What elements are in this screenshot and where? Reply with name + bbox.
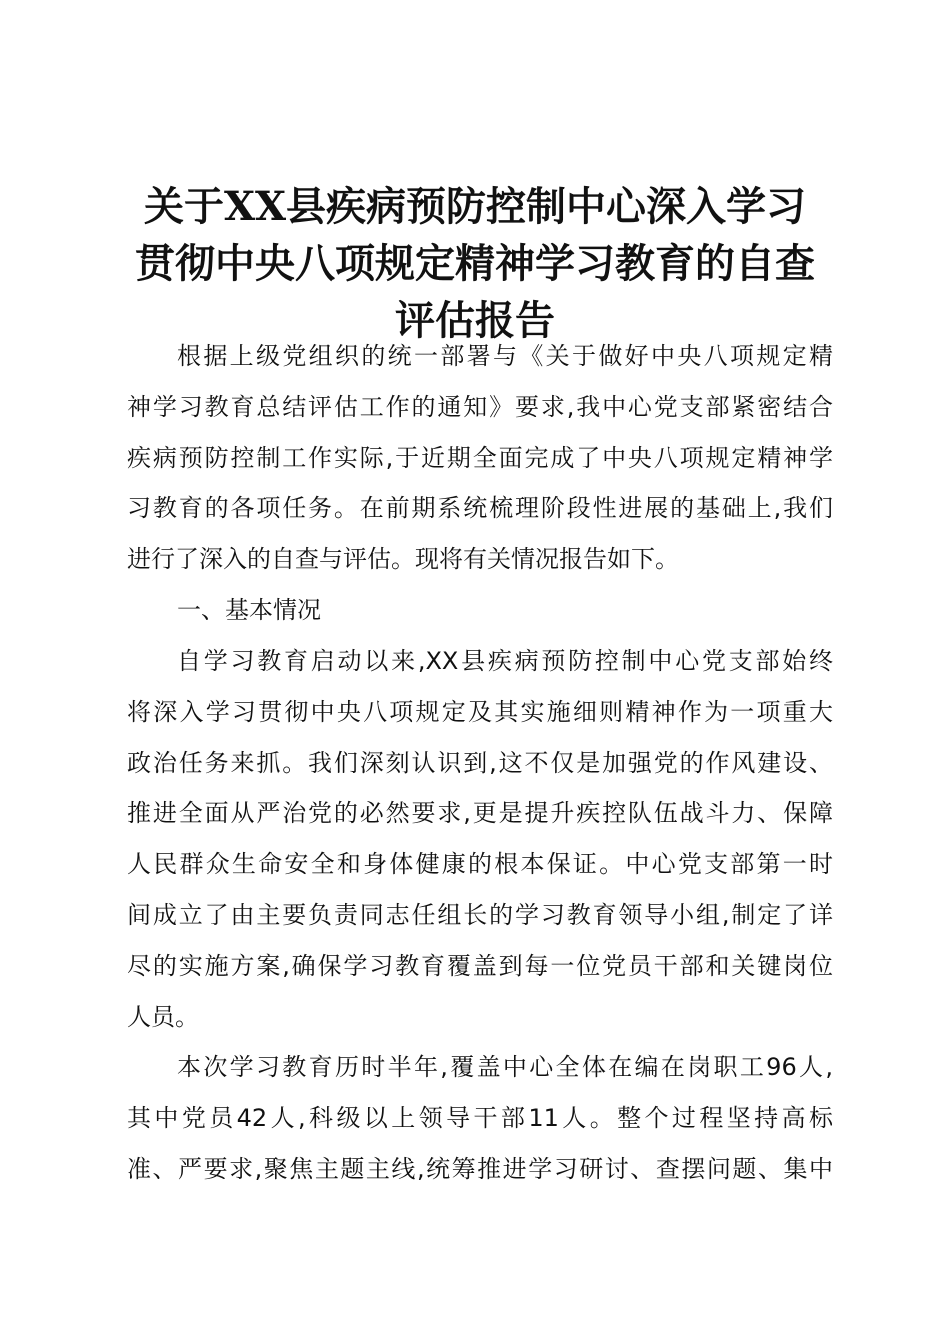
section-heading-text: 一、基本情况: [177, 596, 321, 624]
paragraph-line: 推进全面从严治党的必然要求,更是提升疾控队伍战斗力、保障: [127, 799, 833, 828]
paragraph-line: 其中党员42人,科级以上领导干部11人。整个过程坚持高标: [127, 1103, 833, 1132]
title-line: 关于XX县疾病预防控制中心深入学习: [143, 183, 807, 230]
paragraph-line: 尽的实施方案,确保学习教育覆盖到每一位党员干部和关键岗位: [127, 951, 833, 980]
paragraph-line: 间成立了由主要负责同志任组长的学习教育领导小组,制定了详: [127, 900, 833, 929]
document-title: [110, 178, 840, 349]
title-line: 评估报告: [395, 297, 555, 344]
paragraph-line: 将深入学习贯彻中央八项规定及其实施细则精神作为一项重大: [127, 697, 833, 726]
paragraph-line: 准、严要求,聚焦主题主线,统筹推进学习研讨、查摆问题、集中: [127, 1154, 833, 1183]
paragraph-line: 政治任务来抓。我们深刻认识到,这不仅是加强党的作风建设、: [127, 748, 833, 777]
paragraph-line: 习教育的各项任务。在前期系统梳理阶段性进展的基础上,我们: [127, 494, 833, 523]
intro-paragraph: [127, 331, 833, 585]
paragraph-line: 进行了深入的自查与评估。现将有关情况报告如下。: [127, 545, 679, 574]
coverage-paragraph: [127, 1042, 833, 1194]
paragraph-line: 疾病预防控制工作实际,于近期全面完成了中央八项规定精神学: [127, 443, 833, 472]
paragraph-line: 本次学习教育历时半年,覆盖中心全体在编在岗职工96人,: [177, 1053, 833, 1081]
title-line: 贯彻中央八项规定精神学习教育的自查: [135, 240, 815, 287]
paragraph-line: 人民群众生命安全和身体健康的根本保证。中心党支部第一时: [127, 850, 833, 879]
section-heading: [127, 585, 833, 636]
paragraph-line: 人员。: [127, 1002, 199, 1031]
basic-situation-paragraph: [127, 636, 833, 1042]
paragraph-line: 神学习教育总结评估工作的通知》要求,我中心党支部紧密结合: [127, 392, 833, 421]
paragraph-line: 自学习教育启动以来,XX县疾病预防控制中心党支部始终: [177, 647, 833, 675]
paragraph-line: 根据上级党组织的统一部署与《关于做好中央八项规定精: [177, 342, 833, 370]
